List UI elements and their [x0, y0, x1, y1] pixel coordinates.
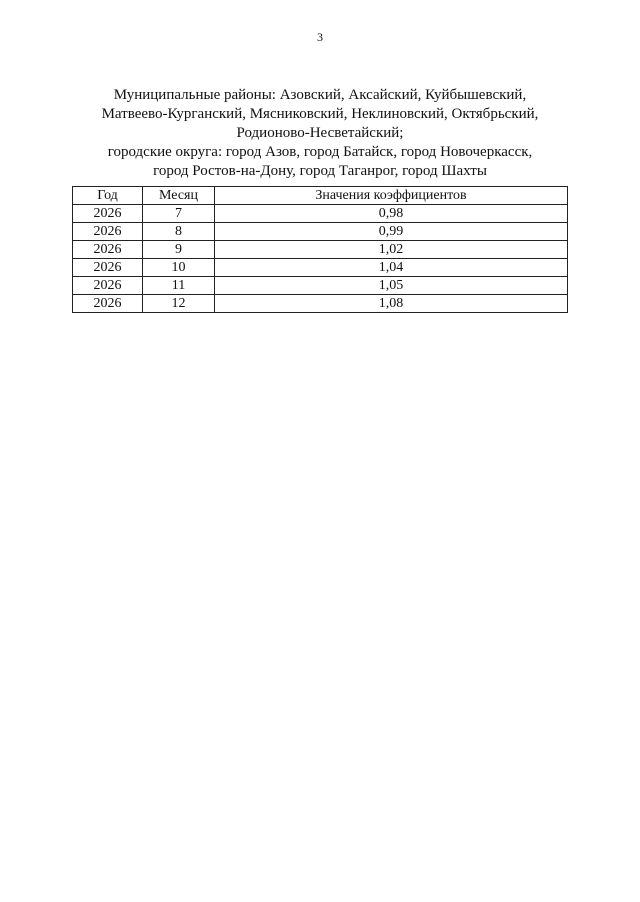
- cell-year: 2026: [73, 259, 143, 277]
- cell-month: 12: [143, 295, 215, 313]
- page-number: 3: [317, 30, 323, 44]
- heading-line: Матвеево-Курганский, Мясниковский, Неклиновский, Октябрьский,: [101, 106, 539, 122]
- heading-line: городские округа: город Азов, город Батайск, город Новочеркасск,: [107, 144, 533, 160]
- cell-month: 7: [143, 205, 215, 223]
- cell-coefficient: 1,08: [215, 295, 568, 313]
- heading-line: Родионово-Несветайский;: [236, 125, 404, 141]
- table-row: [73, 205, 568, 223]
- table-row: [73, 277, 568, 295]
- cell-year: 2026: [73, 295, 143, 313]
- heading-line: город Ростов-на-Дону, город Таганрог, город Шахты: [153, 163, 487, 179]
- cell-month: 11: [143, 277, 215, 295]
- cell-month: 10: [143, 259, 215, 277]
- cell-year: 2026: [73, 223, 143, 241]
- table-row: [73, 223, 568, 241]
- table-row: [73, 259, 568, 277]
- header-coefficient: Значения коэффициентов: [215, 187, 568, 205]
- table-row: [73, 295, 568, 313]
- cell-coefficient: 1,02: [215, 241, 568, 259]
- table-header-row: [73, 187, 568, 205]
- cell-coefficient: 0,98: [215, 205, 568, 223]
- cell-coefficient: 1,04: [215, 259, 568, 277]
- document-heading: [60, 86, 580, 181]
- header-year: Год: [73, 187, 143, 205]
- cell-year: 2026: [73, 205, 143, 223]
- header-month: Месяц: [143, 187, 215, 205]
- cell-month: 8: [143, 223, 215, 241]
- cell-month: 9: [143, 241, 215, 259]
- cell-year: 2026: [73, 241, 143, 259]
- cell-year: 2026: [73, 277, 143, 295]
- coefficients-table: [72, 186, 568, 313]
- cell-coefficient: 1,05: [215, 277, 568, 295]
- heading-line: Муниципальные районы: Азовский, Аксайский, Куйбышевский,: [113, 87, 527, 103]
- cell-coefficient: 0,99: [215, 223, 568, 241]
- table-row: [73, 241, 568, 259]
